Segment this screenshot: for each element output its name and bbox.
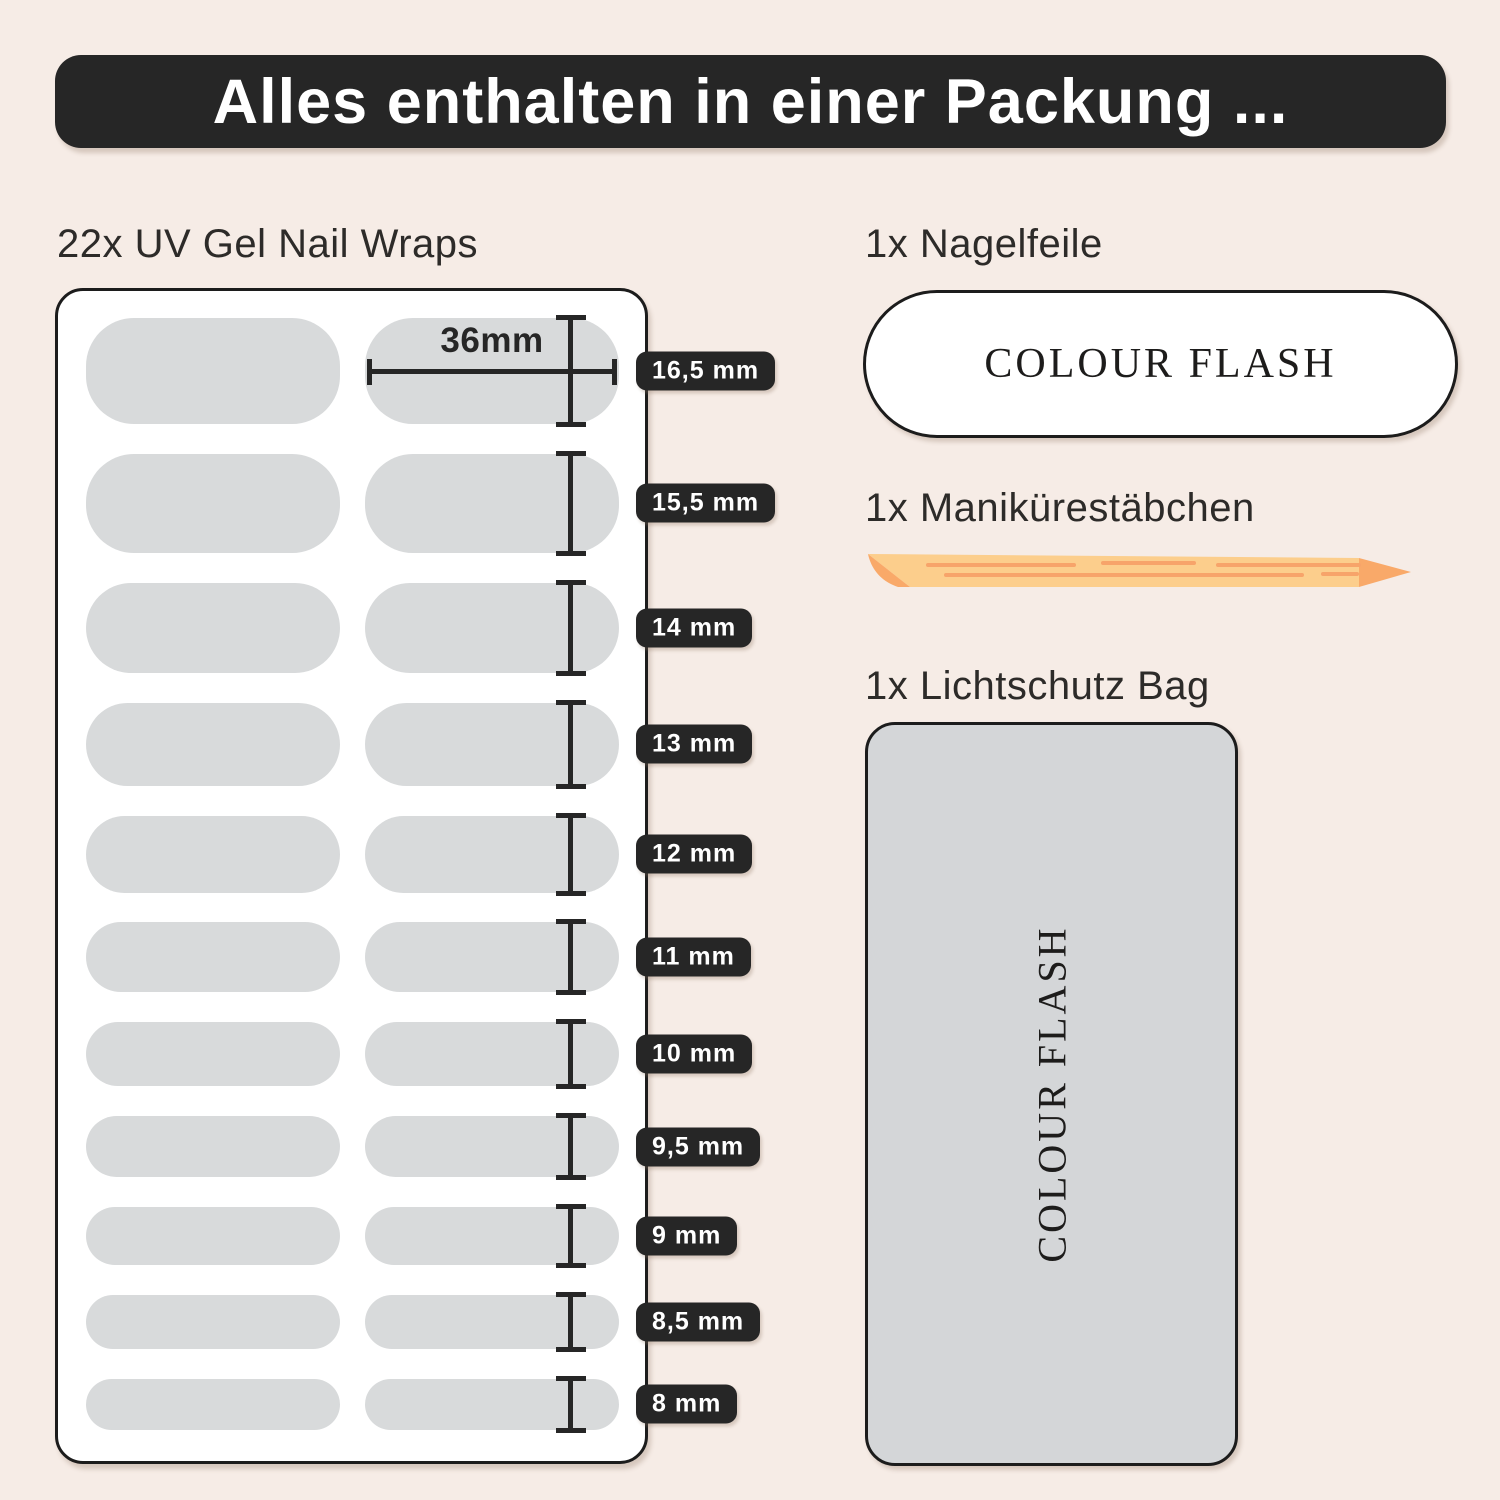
nail-wrap — [365, 1379, 619, 1430]
size-badge: 13 mm — [636, 725, 752, 764]
size-badge: 8,5 mm — [636, 1303, 760, 1342]
width-measure-arrow — [367, 369, 617, 374]
nail-wrap — [365, 703, 619, 786]
title-banner — [55, 55, 1446, 148]
wrap-row — [86, 1207, 722, 1265]
nail-wrap — [86, 1116, 340, 1177]
nail-wrap — [365, 1116, 619, 1177]
size-badge: 16,5 mm — [636, 352, 775, 391]
height-measure-line — [568, 1204, 573, 1268]
height-measure-line — [568, 813, 573, 896]
height-measure-line — [568, 1019, 573, 1089]
nail-wrap — [365, 454, 619, 553]
nail-wrap — [86, 922, 340, 992]
height-measure-line — [568, 919, 573, 995]
height-measure-line — [568, 580, 573, 676]
nail-wrap — [86, 703, 340, 786]
nail-wrap — [86, 318, 340, 424]
size-badge: 12 mm — [636, 835, 752, 874]
size-badge: 9,5 mm — [636, 1127, 760, 1166]
file-brand-text: COLOUR FLASH — [984, 341, 1337, 387]
nail-wrap — [365, 1295, 619, 1349]
width-measure-label: 36mm — [440, 321, 544, 360]
stick-section-label: 1x Manikürestäbchen — [865, 486, 1255, 530]
wrap-row — [86, 1379, 722, 1430]
size-badge: 8 mm — [636, 1385, 737, 1424]
bag-brand-text: COLOUR FLASH — [1029, 925, 1074, 1263]
nail-wrap — [86, 1379, 340, 1430]
nail-wrap — [365, 922, 619, 992]
wraps-section-label: 22x UV Gel Nail Wraps — [57, 222, 479, 266]
wrap-row — [86, 1116, 745, 1177]
nail-wrap — [86, 1022, 340, 1086]
nail-wrap — [365, 816, 619, 893]
size-badge: 14 mm — [636, 608, 752, 647]
wrap-row — [86, 1022, 737, 1086]
nail-wrap — [365, 318, 619, 424]
wrap-rows — [86, 318, 760, 1430]
wrap-row — [86, 454, 760, 553]
nail-wrap — [86, 454, 340, 553]
file-section-label: 1x Nagelfeile — [865, 222, 1103, 266]
height-measure-line — [568, 451, 573, 556]
page-title: Alles enthalten in einer Packung ... — [212, 66, 1289, 137]
wrap-row — [86, 703, 737, 786]
nail-wrap — [365, 1207, 619, 1265]
manicure-stick-icon — [866, 551, 1412, 591]
wrap-row — [86, 318, 760, 424]
wrap-row — [86, 583, 737, 673]
nail-wrap — [365, 1022, 619, 1086]
height-measure-line — [568, 1376, 573, 1433]
size-badge: 10 mm — [636, 1035, 752, 1074]
nail-wrap — [86, 583, 340, 673]
size-badge: 9 mm — [636, 1217, 737, 1256]
bag-section-label: 1x Lichtschutz Bag — [865, 664, 1210, 708]
nail-file — [863, 290, 1458, 438]
height-measure-line — [568, 1113, 573, 1180]
size-badge: 11 mm — [636, 938, 751, 977]
height-measure-line — [568, 1292, 573, 1352]
height-measure-line — [568, 700, 573, 789]
wrap-row — [86, 1295, 745, 1349]
nail-wrap — [86, 816, 340, 893]
wrap-row — [86, 816, 737, 893]
nail-wrap — [365, 583, 619, 673]
size-badge: 15,5 mm — [636, 484, 775, 523]
nail-wrap — [86, 1207, 340, 1265]
nail-wrap — [86, 1295, 340, 1349]
wrap-row — [86, 922, 735, 992]
light-protection-bag — [865, 722, 1238, 1466]
